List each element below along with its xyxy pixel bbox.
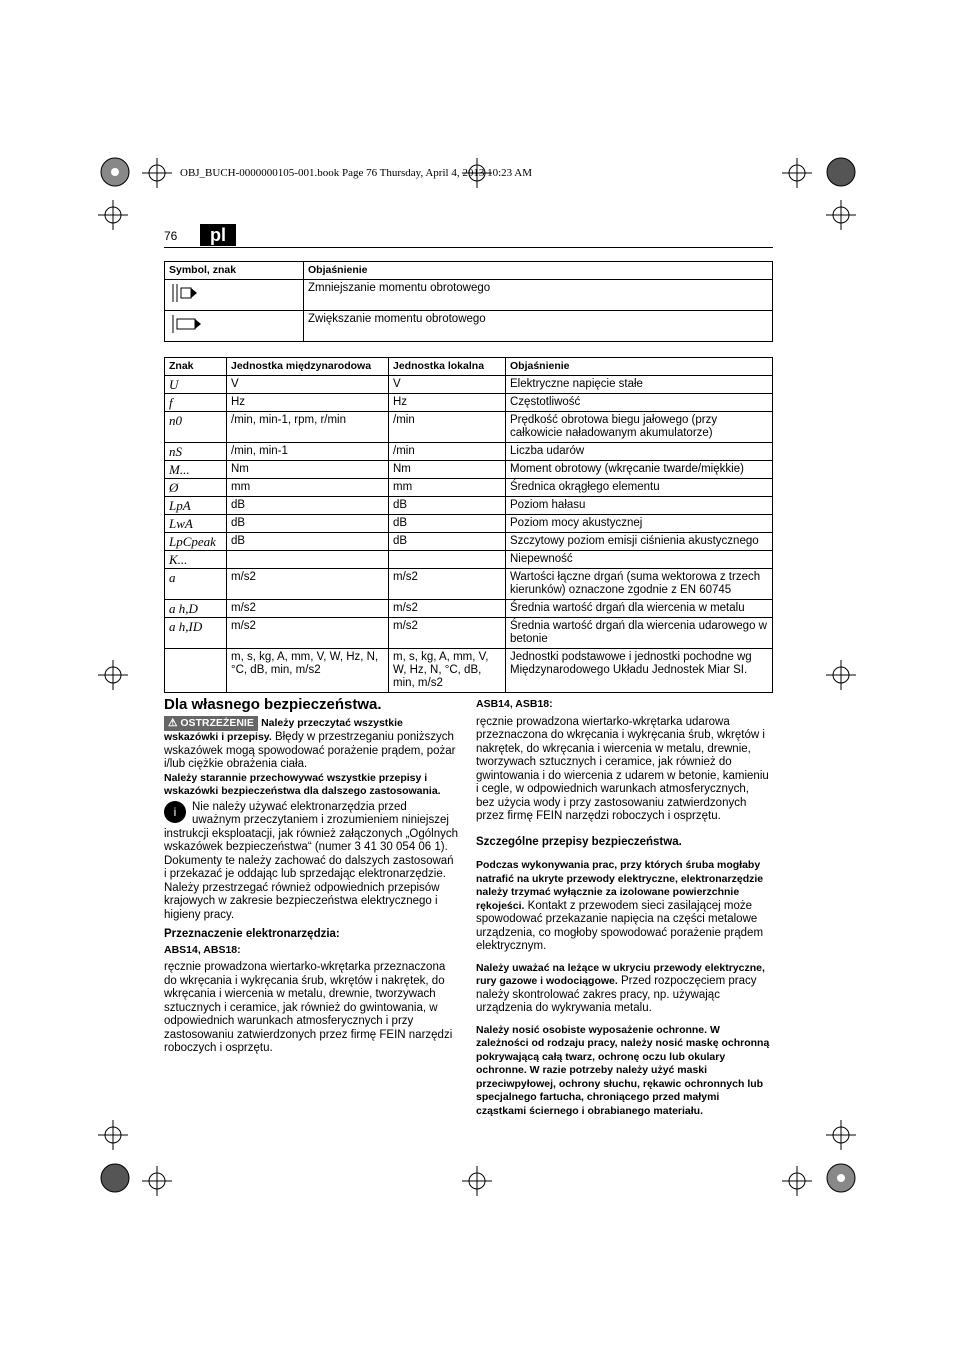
- info-text: Nie należy używać elektronarzędzia przed uważnym przeczytaniem i zrozumieniem niniejszej instrukcji eksploatacji, jak również załączonych „Ogólnych wskazówek bezpieczeństwa“ (numer 3 41 30 054 06 1). Dokumenty te należy zachować do dalszych zastosowań i przekazać je oddając lub sprzedając elektronarzędzie.: [164, 800, 459, 880]
- table2-explanation: Częstotliwość: [506, 394, 773, 412]
- file-info: OBJ_BUCH-0000000105-001.book Page 76 Thursday, April 4, 2013 10:23 AM: [180, 167, 532, 179]
- table2-local-unit: m/s2: [389, 618, 506, 649]
- section-title: Dla własnego bezpieczeństwa.: [164, 696, 382, 713]
- torque-decrease-icon: [169, 282, 199, 304]
- header-rule: [164, 247, 773, 248]
- table2-explanation: Średnia wartość drgań dla wiercenia w metalu: [506, 600, 773, 618]
- local-regulations: Należy przestrzegać również odpowiednich przepisów krajowych w zakresie bezpieczeństwa elektrycznego i higieny pracy.: [164, 881, 440, 921]
- rule-hidden-wires-bold: Podczas wykonywania prac, przy których śruba mogłaby natrafić na ukryte przewody elektryczne, elektronarzędzie należy trzymać wyłącznie za izolowane powierzchnie rękojeści.: [476, 859, 764, 912]
- table2-sign: K...: [165, 551, 227, 569]
- table2-sign: a: [165, 569, 227, 600]
- warning-text: Błędy w przestrzeganiu poniższych wskazówek mogą spowodować porażenie prądem, pożar i/lub ciężkie obrażenia ciała.: [164, 731, 456, 770]
- rule-hidden-wires: [476, 859, 770, 954]
- table1-header-explanation: Objaśnienie: [304, 262, 773, 280]
- table2-row: [165, 443, 773, 461]
- table2-body: [165, 376, 773, 693]
- model-heading-abs: ABS14, ABS18:: [164, 943, 241, 956]
- right-column: [476, 698, 770, 1118]
- warning-badge: ⚠ OSTRZEŻENIE: [164, 716, 258, 732]
- crosshair-icon: [98, 200, 128, 230]
- rule-hidden-pipes-text: Przed rozpoczęciem pracy należy skontrolować zakres pracy, np. używając urządzenia do wykrywania metalu.: [476, 975, 757, 1014]
- table1-text: Zwiększanie momentu obrotowego: [304, 311, 773, 342]
- table2-row: [165, 497, 773, 515]
- table1-header-symbol: Symbol, znak: [165, 262, 304, 280]
- table2-sign: a h,ID: [165, 618, 227, 649]
- table2-international-unit: Hz: [227, 394, 389, 412]
- table2-local-unit: dB: [389, 497, 506, 515]
- table2-explanation: Poziom hałasu: [506, 497, 773, 515]
- table2-row: [165, 515, 773, 533]
- table2-local-unit: Nm: [389, 461, 506, 479]
- table2-international-unit: /min, min-1, rpm, r/min: [227, 412, 389, 443]
- table2-sign: M...: [165, 461, 227, 479]
- crosshair-icon: [826, 1120, 856, 1150]
- warning-label: OSTRZEŻENIE: [180, 716, 254, 729]
- left-column: [164, 698, 458, 1056]
- table2-local-unit: dB: [389, 515, 506, 533]
- table2-international-unit: m/s2: [227, 600, 389, 618]
- crosshair-icon: [826, 660, 856, 690]
- language-badge: pl: [200, 224, 236, 246]
- table2-international-unit: m, s, kg, A, mm, V, W, Hz, N, °C, dB, min, m/s2: [227, 649, 389, 693]
- info-paragraph: [164, 801, 458, 882]
- page-number: 76: [164, 229, 178, 243]
- table2-international-unit: m/s2: [227, 569, 389, 600]
- rule-protective-equipment: Należy nosić osobiste wyposażenie ochronne. W zależności od rodzaju pracy, należy nosić maskę ochronną pokrywającą całą twarz, ochronę oczu lub okulary ochronne. W razie potrzeby należy użyć maski przeciwpyłowej, ochrony słuchu, rękawic ochronnych lub specjalnego fartucha, chroniącego przed małymi cząstkami ściernego i obrabianego materiału.: [476, 1023, 770, 1117]
- model-heading-asb: ASB14, ASB18:: [476, 698, 553, 710]
- crosshair-icon: [826, 200, 856, 230]
- special-heading: Szczególne przepisy bezpieczeństwa.: [476, 835, 682, 848]
- table2-sign: LwA: [165, 515, 227, 533]
- crosshair-icon: [462, 1166, 492, 1196]
- table2-international-unit: dB: [227, 515, 389, 533]
- table2-row: [165, 649, 773, 693]
- table1-icon-cell: [165, 280, 304, 311]
- units-table: [164, 357, 773, 693]
- crosshair-icon: [142, 1166, 172, 1196]
- rule-hidden-pipes-bold: Należy uważać na leżące w ukryciu przewody elektryczne, rury gazowe i wodociągowe.: [476, 961, 765, 987]
- purpose-heading: Przeznaczenie elektronarzędzia:: [164, 928, 340, 940]
- table2-explanation: Szczytowy poziom emisji ciśnienia akustycznego: [506, 533, 773, 551]
- table2-header-sign: Znak: [165, 358, 227, 376]
- table2-explanation: Średnica okrągłego elementu: [506, 479, 773, 497]
- table2-local-unit: V: [389, 376, 506, 394]
- warning-bold: Należy przeczytać wszystkie wskazówki i przepisy.: [164, 716, 403, 743]
- table2-international-unit: /min, min-1: [227, 443, 389, 461]
- table2-explanation: Prędkość obrotowa biegu jałowego (przy całkowicie naładowanym akumulatorze): [506, 412, 773, 443]
- table2-local-unit: /min: [389, 443, 506, 461]
- crosshair-icon: [98, 1120, 128, 1150]
- table2-sign: U: [165, 376, 227, 394]
- model-text-asb: ręcznie prowadzona wiertarko-wkrętarka udarowa przeznaczona do wkręcania i wykręcania śrub, wkrętów i nakrętek, do wkręcania i wiercenia w metalu, drewnie, tworzywach sztucznych i ceramice, jak również do gwintowania i do wiercenia z udarem w betonie, kamieniu i cegle, w odpowiednich warunkach atmosferycznych, bez użycia wody i przy zastosowaniu zatwierdzonych przez firmę FEIN narzędzi roboczych i osprzętu.: [476, 715, 769, 822]
- table2-local-unit: m, s, kg, A, mm, V, W, Hz, N, °C, dB, min, m/s2: [389, 649, 506, 693]
- registration-rosette-icon: [826, 1163, 856, 1193]
- table2-local-unit: [389, 551, 506, 569]
- table2-sign: a h,D: [165, 600, 227, 618]
- table2-local-unit: dB: [389, 533, 506, 551]
- crosshair-icon: [782, 1166, 812, 1196]
- table2-row: [165, 376, 773, 394]
- table2-row: [165, 394, 773, 412]
- table1-icon-cell: [165, 311, 304, 342]
- crosshair-icon: [142, 158, 172, 188]
- table2-row: [165, 618, 773, 649]
- table2-international-unit: mm: [227, 479, 389, 497]
- table2-header-explanation: Objaśnienie: [506, 358, 773, 376]
- symbol-table: [164, 261, 773, 342]
- table2-local-unit: /min: [389, 412, 506, 443]
- table2-international-unit: V: [227, 376, 389, 394]
- table1-text: Zmniejszanie momentu obrotowego: [304, 280, 773, 311]
- table2-row: [165, 533, 773, 551]
- table2-row: [165, 461, 773, 479]
- registration-rosette-icon: [100, 1163, 130, 1193]
- table2-row: [165, 479, 773, 497]
- model-text-abs: ręcznie prowadzona wiertarko-wkrętarka przeznaczona do wkręcania i wykręcania śrub, wkrętów i nakrętek, do wkręcania i wiercenia w metalu, drewnie, tworzywach sztucznych i ceramice, jak również do gwintowania, w odpowiednich warunkach atmosferycznych i przy zastosowaniu zatwierdzonych przez firmę FEIN narzędzi roboczych i osprzętu.: [164, 961, 453, 1054]
- table2-explanation: Liczba udarów: [506, 443, 773, 461]
- torque-increase-icon: [169, 313, 203, 335]
- table2-sign: n0: [165, 412, 227, 443]
- table2-international-unit: dB: [227, 533, 389, 551]
- registration-rosette-icon: [826, 157, 856, 187]
- table2-international-unit: dB: [227, 497, 389, 515]
- keep-instructions: Należy starannie przechowywać wszystkie przepisy i wskazówki bezpieczeństwa dla dalszego zastosowania.: [164, 771, 441, 797]
- table2-header-local: Jednostka lokalna: [389, 358, 506, 376]
- crosshair-icon: [98, 660, 128, 690]
- manual-info-icon: i: [164, 801, 186, 823]
- table2-explanation: Poziom mocy akustycznej: [506, 515, 773, 533]
- table2-sign: Ø: [165, 479, 227, 497]
- table2-sign: [165, 649, 227, 693]
- warning-paragraph: [164, 716, 458, 772]
- table2-local-unit: mm: [389, 479, 506, 497]
- registration-rosette-icon: [100, 157, 130, 187]
- table2-row: [165, 569, 773, 600]
- table2-sign: LpCpeak: [165, 533, 227, 551]
- crosshair-icon: [782, 158, 812, 188]
- table2-explanation: Wartości łączne drgań (suma wektorowa z trzech kierunków) oznaczone zgodnie z EN 60745: [506, 569, 773, 600]
- table2-explanation: Niepewność: [506, 551, 773, 569]
- table2-international-unit: Nm: [227, 461, 389, 479]
- table2-local-unit: m/s2: [389, 569, 506, 600]
- table2-explanation: Jednostki podstawowe i jednostki pochodne wg Międzynarodowego Układu Jednostek Miar SI.: [506, 649, 773, 693]
- table2-international-unit: [227, 551, 389, 569]
- table2-explanation: Moment obrotowy (wkręcanie twarde/miękkie): [506, 461, 773, 479]
- table2-local-unit: Hz: [389, 394, 506, 412]
- table2-row: [165, 600, 773, 618]
- table2-explanation: Średnia wartość drgań dla wiercenia udarowego w betonie: [506, 618, 773, 649]
- table2-local-unit: m/s2: [389, 600, 506, 618]
- table2-sign: LpA: [165, 497, 227, 515]
- rule-hidden-pipes: [476, 962, 770, 1016]
- table2-sign: nS: [165, 443, 227, 461]
- table2-row: [165, 412, 773, 443]
- table2-international-unit: m/s2: [227, 618, 389, 649]
- table2-header-international: Jednostka międzynarodowa: [227, 358, 389, 376]
- table2-row: [165, 551, 773, 569]
- table2-sign: f: [165, 394, 227, 412]
- rule-hidden-wires-text: Kontakt z przewodem sieci zasilającej może spowodować przekazanie napięcia na części metalowe urządzenia, co mogłoby spowodować porażenie prądem elektrycznym.: [476, 899, 764, 952]
- table2-explanation: Elektryczne napięcie stałe: [506, 376, 773, 394]
